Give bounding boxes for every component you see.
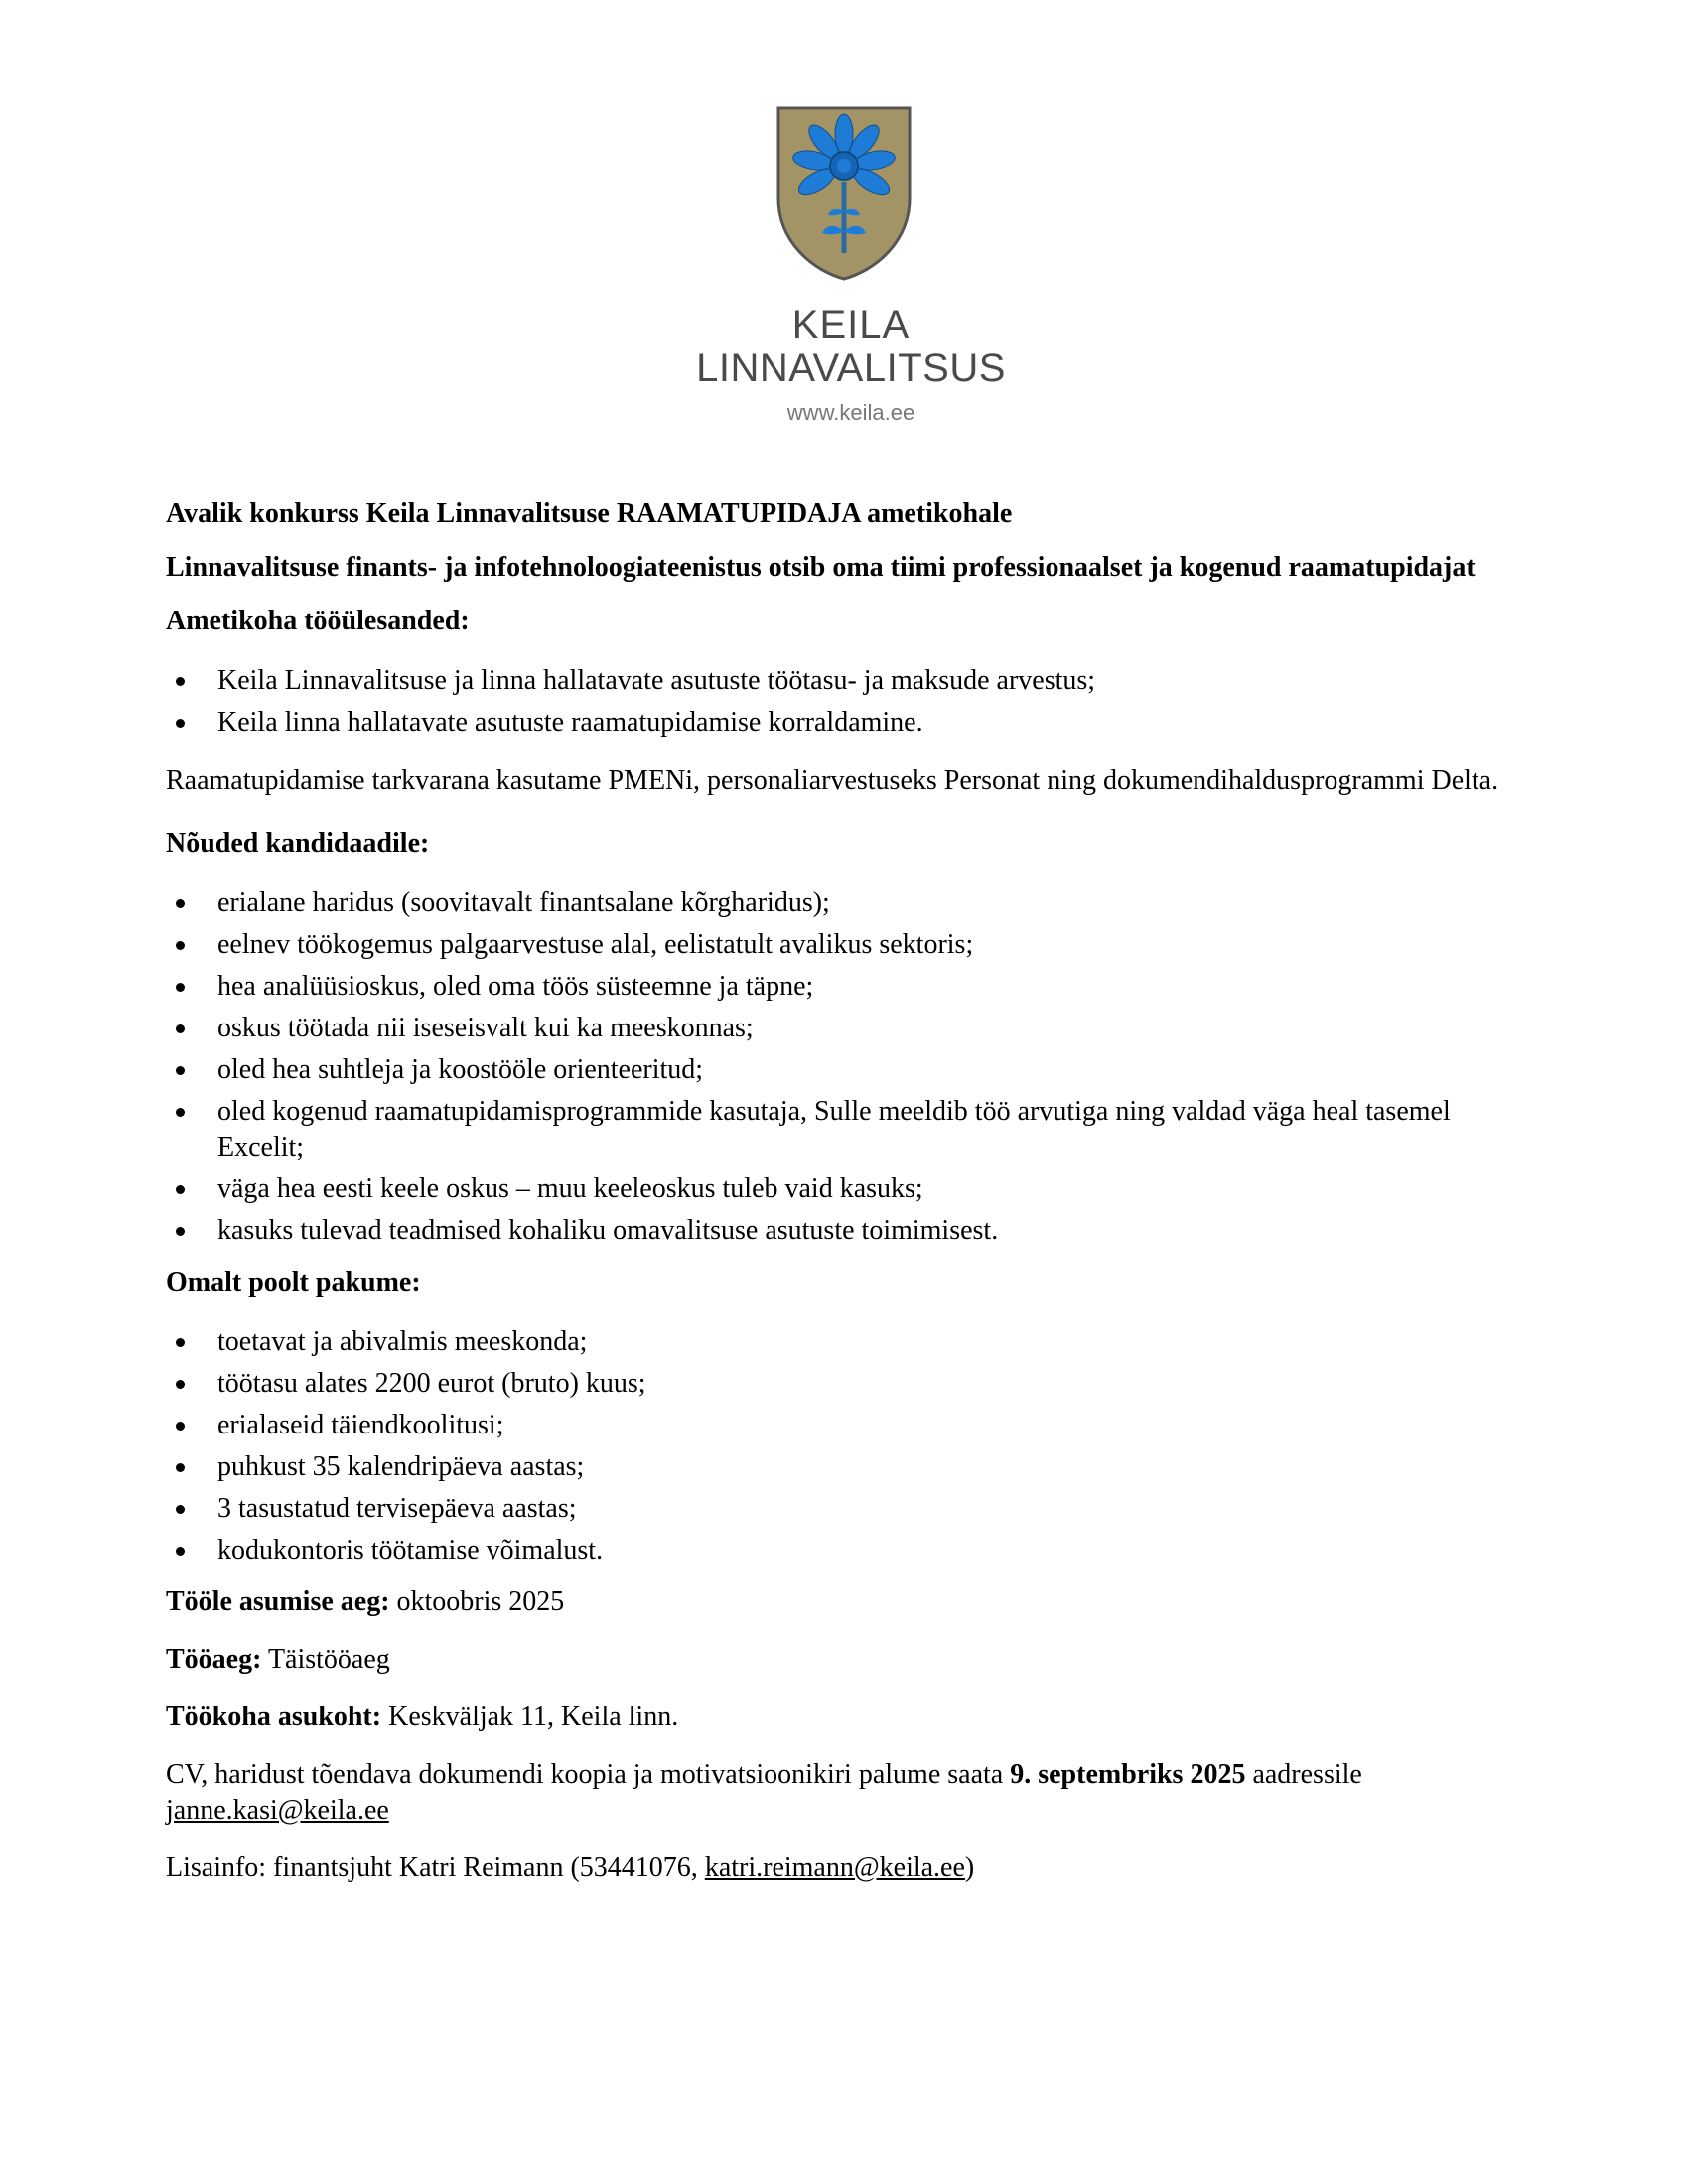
- logo-url: www.keila.ee: [786, 400, 915, 425]
- coat-of-arms-logo: [774, 104, 914, 283]
- contact-paragraph: [166, 1850, 1526, 1886]
- location-row: [166, 1700, 1526, 1735]
- list-item: erialane haridus (soovitavalt finantsalane kõrgharidus);: [217, 886, 1526, 921]
- worktime-label: Tööaeg:: [166, 1644, 262, 1675]
- application-text-after: aadressile: [1252, 1759, 1362, 1790]
- start-date-label: Tööle asumise aeg:: [166, 1586, 390, 1617]
- start-date-value: oktoobris 2025: [396, 1586, 565, 1617]
- offers-list: [166, 1324, 1526, 1569]
- application-deadline: 9. septembriks 2025: [1010, 1759, 1246, 1790]
- location-label: Töökoha asukoht:: [166, 1702, 382, 1732]
- document-subtitle: Linnavalitsuse finants- ja infotehnoloogiateenistus otsib oma tiimi professionaalset ja kogenud raamatupidajat: [166, 552, 1476, 583]
- logo-name-line1: KEILA: [791, 303, 911, 346]
- duties-heading: Ametikoha tööülesanded:: [166, 606, 470, 636]
- list-item: erialaseid täiendkoolitusi;: [217, 1408, 1526, 1443]
- start-date-row: [166, 1584, 1526, 1620]
- list-item: eelnev töökogemus palgaarvestuse alal, eelistatult avalikus sektoris;: [217, 927, 1526, 963]
- list-item: puhkust 35 kalendripäeva aastas;: [217, 1449, 1526, 1485]
- software-paragraph: Raamatupidamise tarkvarana kasutame PMENi, personaliarvestuseks Personat ning dokumendihaldusprogrammi Delta.: [166, 765, 1499, 796]
- list-item: Keila Linnavalitsuse ja linna hallatavate asutuste töötasu- ja maksude arvestus;: [217, 663, 1526, 699]
- logo-block: [0, 104, 1688, 426]
- list-item: kasuks tulevad teadmised kohaliku omavalitsuse asutuste toimimisest.: [217, 1213, 1526, 1249]
- offers-heading: Omalt poolt pakume:: [166, 1267, 421, 1297]
- contact-email-link[interactable]: katri.reimann@keila.ee: [704, 1852, 965, 1883]
- document-title: Avalik konkurss Keila Linnavalitsuse RAAMATUPIDAJA ametikohale: [166, 498, 1013, 529]
- contact-prefix: Lisainfo: finantsjuht Katri Reimann (53441076,: [166, 1852, 698, 1883]
- requirements-list: [166, 886, 1526, 1249]
- contact-suffix: ): [964, 1852, 975, 1883]
- logo-name-line2: LINNAVALITSUS: [696, 346, 1006, 390]
- document-content: [166, 496, 1526, 1908]
- list-item: oskus töötada nii iseseisvalt kui ka meeskonnas;: [217, 1011, 1526, 1046]
- location-value: Keskväljak 11, Keila linn.: [388, 1702, 679, 1732]
- application-paragraph: [166, 1757, 1526, 1829]
- requirements-heading: Nõuded kandidaadile:: [166, 828, 430, 859]
- application-email-link[interactable]: janne.kasi@keila.ee: [166, 1795, 389, 1826]
- worktime-row: [166, 1642, 1526, 1678]
- list-item: väga hea eesti keele oskus – muu keeleoskus tuleb vaid kasuks;: [217, 1171, 1526, 1207]
- list-item: hea analüüsioskus, oled oma töös süsteemne ja täpne;: [217, 969, 1526, 1005]
- list-item: kodukontoris töötamise võimalust.: [217, 1533, 1526, 1569]
- list-item: oled hea suhtleja ja koostööle orienteeritud;: [217, 1052, 1526, 1088]
- application-text: CV, haridust tõendava dokumendi koopia ja motivatsioonikiri palume saata: [166, 1759, 1004, 1790]
- list-item: 3 tasustatud tervisepäeva aastas;: [217, 1491, 1526, 1527]
- worktime-value: Täistööaeg: [267, 1644, 390, 1675]
- duties-list: [166, 663, 1526, 741]
- list-item: Keila linna hallatavate asutuste raamatupidamise korraldamine.: [217, 705, 1526, 741]
- list-item: oled kogenud raamatupidamisprogrammide kasutaja, Sulle meeldib töö arvutiga ning valdad väga heal tasemel Excelit;: [217, 1094, 1526, 1165]
- list-item: töötasu alates 2200 eurot (bruto) kuus;: [217, 1366, 1526, 1402]
- list-item: toetavat ja abivalmis meeskonda;: [217, 1324, 1526, 1360]
